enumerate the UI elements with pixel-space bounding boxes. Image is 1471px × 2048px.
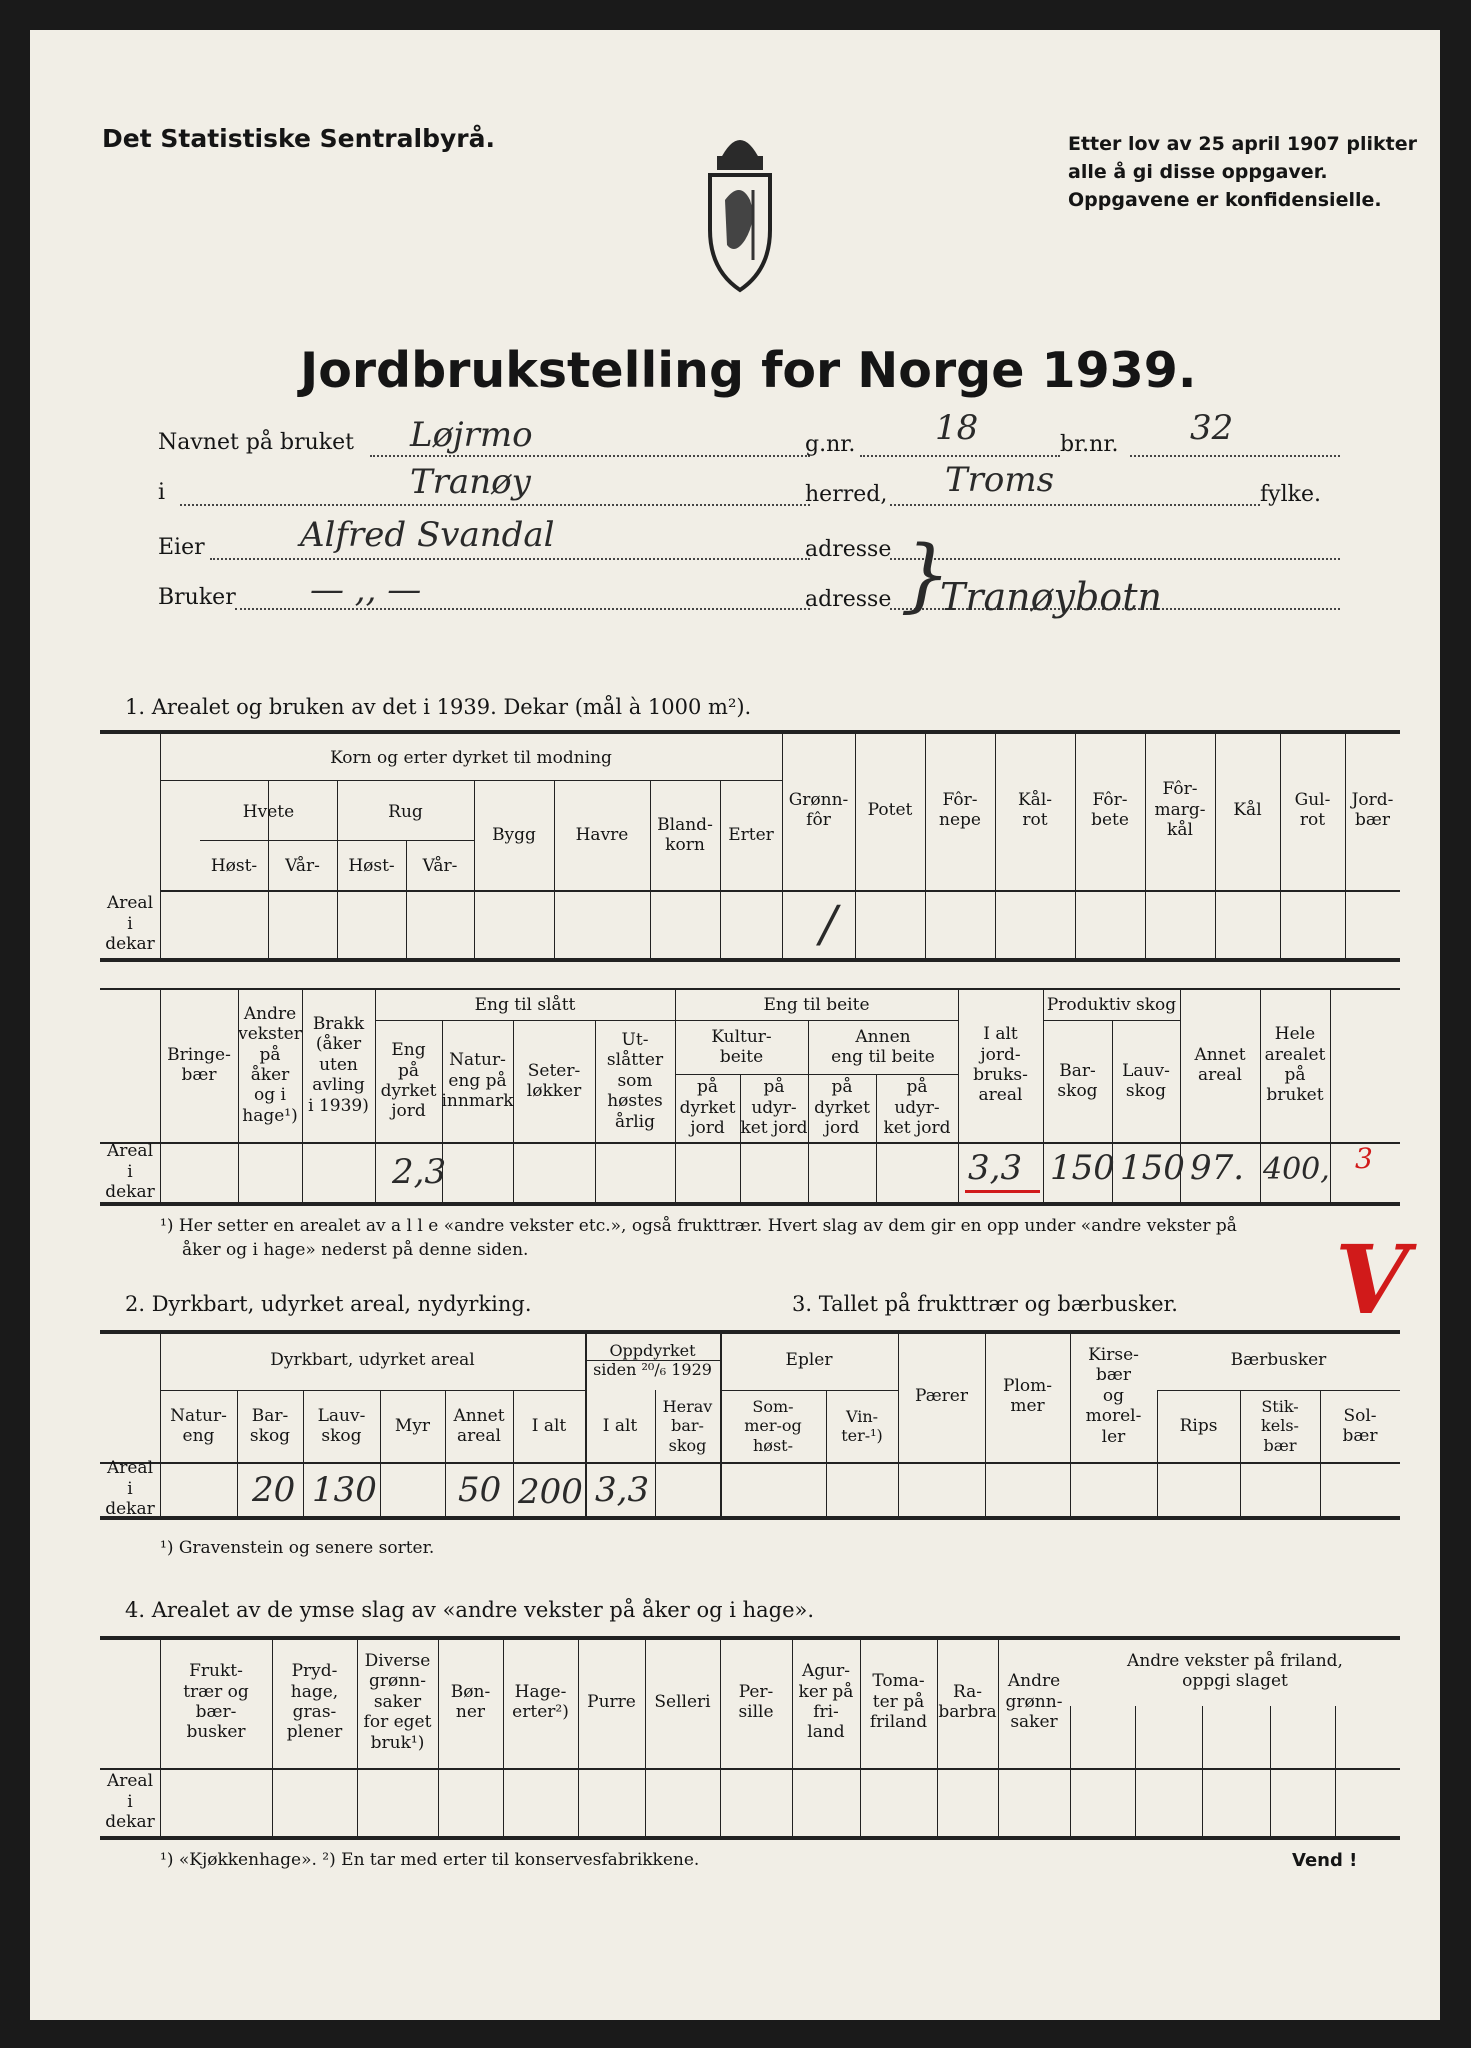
header-kulturbeite: Kultur- beite [711, 1026, 772, 1067]
value-s2-ialt: 200 [518, 1472, 583, 1512]
owner-address-label: adresse [805, 537, 892, 562]
address-brace: } [900, 528, 951, 621]
header-andre-friland: Andre vekster på friland, oppgi slaget [1127, 1650, 1343, 1691]
legal-notice [1068, 130, 1417, 214]
header-hele-areal: Hele arealet på bruket [1264, 1024, 1326, 1106]
header-myr: Myr [394, 1415, 431, 1436]
header-solbaer: Sol- bær [1342, 1405, 1378, 1446]
section-1-heading: 1. Arealet og bruken av det i 1939. Dekar (mål à 1000 m²). [125, 695, 752, 719]
header-plommer: Plom- mer [1003, 1375, 1052, 1416]
header-hvete-host: Høst- [210, 855, 258, 876]
census-form-page [30, 30, 1440, 2020]
header-hageerter: Hage- erter²) [512, 1681, 569, 1722]
header-vinter: Vin- ter-¹) [841, 1406, 883, 1445]
header-korn: Korn og erter dyrket til modning [330, 747, 612, 768]
row-label-areal-1: Areal i dekar [105, 893, 155, 955]
red-underline [965, 1190, 1040, 1193]
municipality-value: Tranøy [410, 462, 531, 502]
header-s2-ialt: I alt [531, 1415, 567, 1436]
farm-name-value: Løjrmo [410, 415, 533, 455]
header-eng-slatt: Eng til slått [474, 994, 576, 1015]
header-prydhage: Pryd- hage, gras- plener [286, 1661, 343, 1743]
address-value: Tranøybotn [940, 575, 1162, 619]
section-2-heading: 2. Dyrkbart, udyrket areal, nydyrking. [125, 1292, 532, 1316]
header-herav-barskog: Herav bar- skog [662, 1397, 713, 1455]
header-eng-beite: Eng til beite [763, 994, 870, 1015]
coat-of-arms-icon [695, 120, 785, 300]
header-andre-vekster: Andre vekster på åker og i hage¹) [238, 1003, 302, 1126]
header-agurker: Agur- ker på fri- land [798, 1661, 854, 1743]
user-value: — ,, — [310, 570, 422, 610]
header-annen-eng: Annen eng til beite [831, 1026, 935, 1067]
header-s2-barskog: Bar- skog [249, 1405, 291, 1446]
header-hvete: Hvete [242, 801, 295, 822]
county-line [890, 504, 1260, 506]
header-blandkorn: Bland- korn [657, 814, 713, 855]
legal-line-1: Etter lov av 25 april 1907 plikter [1068, 133, 1417, 155]
header-gulrot: Gul- rot [1294, 789, 1331, 830]
header-frukttraer: Frukt- trær og bær- busker [183, 1661, 249, 1743]
section-4-footnote: ¹) «Kjøkkenhage». ²) En tar med erter til konservesfabrikkene. [160, 1850, 700, 1870]
value-barskog: 150 [1050, 1148, 1115, 1188]
agency-name: Det Statistiske Sentralbyrå. [102, 124, 495, 153]
header-rug: Rug [388, 801, 423, 822]
red-checkmark: V [1335, 1225, 1409, 1336]
farm-name-line [370, 455, 810, 457]
header-sommer-host: Som- mer-og høst- [744, 1397, 802, 1455]
header-annen-udyrket: på udyr- ket jord [883, 1077, 951, 1139]
header-bonner: Bøn- ner [450, 1681, 491, 1722]
header-kultur-dyrket: på dyrket jord [679, 1077, 736, 1139]
header-seterlokker: Seter- løkker [526, 1060, 582, 1101]
row-label-areal-2: Areal i dekar [105, 1141, 155, 1203]
gnr-line [860, 455, 1060, 457]
gnr-label: g.nr. [805, 432, 856, 457]
header-tomater: Toma- ter på friland [869, 1671, 928, 1733]
header-natureng: Natur- eng [170, 1405, 227, 1446]
header-annet-areal: Annet areal [1194, 1044, 1246, 1085]
fylke-label: fylke. [1260, 482, 1321, 507]
header-kirsebaer: Kirse- bær og morel- ler [1085, 1345, 1142, 1447]
section-3-heading: 3. Tallet på frukttrær og bærbusker. [792, 1292, 1178, 1316]
value-s2-annet: 50 [458, 1470, 502, 1510]
potet-mark: / [820, 895, 837, 953]
value-annet-areal: 97. [1190, 1148, 1245, 1188]
municipality-line [180, 504, 810, 506]
value-lauvskog: 150 [1120, 1148, 1185, 1188]
header-diverse: Diverse grønn- saker for eget bruk¹) [363, 1651, 432, 1753]
section-1-footnote: ¹) Her setter en arealet av a l l e «andre vekster etc.», også frukttrær. Hvert slag av dem gir en opp under «andre vekster på [160, 1216, 1237, 1236]
header-bygg: Bygg [492, 824, 536, 845]
user-label: Bruker [158, 585, 236, 610]
header-erter: Erter [728, 824, 774, 845]
header-annen-dyrket: på dyrket jord [814, 1077, 870, 1139]
row-label-areal-4: Areal i dekar [105, 1771, 155, 1833]
value-eng-dyrket: 2,3 [392, 1152, 447, 1192]
header-potet: Potet [867, 799, 913, 820]
municipality-label: i [158, 480, 166, 505]
value-hele-areal: 400, [1263, 1152, 1330, 1187]
form-title: Jordbrukstelling for Norge 1939. [300, 342, 1197, 399]
header-barskog: Bar- skog [1057, 1060, 1098, 1101]
user-address-label: adresse [805, 587, 892, 612]
header-gronnfor: Grønn- fôr [788, 789, 849, 830]
header-lauvskog: Lauv- skog [1122, 1060, 1170, 1101]
value-hele-areal-correction: 3 [1355, 1142, 1373, 1175]
header-bringebaer: Bringe- bær [167, 1044, 231, 1085]
header-natureng-innmark: Natur- eng på innmark [441, 1050, 514, 1112]
header-s2-ialt-2: I alt [602, 1415, 638, 1436]
owner-line [210, 558, 810, 560]
header-oppdyrket: Oppdyrket siden ²⁰/₆ 1929 [593, 1340, 712, 1379]
header-hvete-var: Vår- [285, 855, 320, 876]
header-utslatter: Ut- slåtter som høstes årlig [606, 1030, 664, 1132]
header-kalrot: Kål- rot [1017, 789, 1053, 830]
section-1-footnote-2: åker og i hage» nederst på denne siden. [182, 1240, 529, 1260]
owner-value: Alfred Svandal [300, 515, 555, 555]
header-kultur-udyrket: på udyr- ket jord [740, 1077, 808, 1139]
legal-line-3: Oppgavene er konfidensielle. [1068, 189, 1382, 211]
header-forbete: Fôr- bete [1091, 789, 1129, 830]
owner-label: Eier [158, 535, 205, 560]
header-baerbusker: Bærbusker [1230, 1349, 1327, 1370]
header-rabarbra: Ra- barbra [938, 1681, 997, 1722]
header-i-alt-jord: I alt jord- bruks- areal [973, 1024, 1028, 1106]
row-label-areal-3: Areal i dekar [105, 1458, 155, 1520]
header-persille: Per- sille [738, 1681, 774, 1722]
header-stikkelsbaer: Stik- kels- bær [1261, 1397, 1299, 1455]
header-paerer: Pærer [915, 1385, 968, 1406]
owner-address-line [890, 558, 1340, 560]
section-4-heading: 4. Arealet av de ymse slag av «andre vekster på åker og i hage». [125, 1598, 815, 1622]
header-jordbaer: Jord- bær [1351, 789, 1394, 830]
legal-line-2: alle å gi disse oppgaver. [1068, 161, 1328, 183]
value-s2-barskog: 20 [252, 1470, 296, 1510]
header-epler: Epler [785, 1349, 833, 1370]
header-rips: Rips [1179, 1415, 1218, 1436]
gnr-value: 18 [935, 408, 979, 448]
header-s2-lauvskog: Lauv- skog [317, 1405, 366, 1446]
brnr-line [1130, 455, 1340, 457]
header-fornepe: Fôr- nepe [939, 789, 981, 830]
s1-header-bottom [160, 890, 1400, 892]
header-rug-host: Høst- [348, 855, 395, 876]
section-2-footnote: ¹) Gravenstein og senere sorter. [160, 1538, 435, 1558]
header-produktiv-skog: Produktiv skog [1046, 994, 1177, 1015]
header-dyrkbart-group: Dyrkbart, udyrket areal [270, 1349, 475, 1370]
header-formargkal: Fôr- marg- kål [1154, 779, 1206, 841]
header-selleri: Selleri [654, 1691, 711, 1712]
header-eng-dyrket: Eng på dyrket jord [380, 1040, 437, 1122]
value-s2-oppdyrket: 3,3 [595, 1470, 650, 1510]
header-rug-var: Vår- [422, 855, 458, 876]
header-purre: Purre [587, 1691, 636, 1712]
brnr-label: br.nr. [1060, 432, 1119, 457]
turn-page-note: Vend ! [1292, 1850, 1358, 1871]
farm-name-label: Navnet på bruket [158, 430, 354, 455]
herred-label: herred, [805, 482, 888, 507]
county-value: Troms [945, 460, 1055, 500]
header-havre: Havre [575, 824, 629, 845]
value-i-alt-jord: 3,3 [968, 1148, 1023, 1188]
header-kal: Kål [1233, 799, 1262, 820]
header-s2-annet: Annet areal [453, 1405, 505, 1446]
header-brakk: Brakk (åker uten avling i 1939) [308, 1014, 369, 1116]
value-s2-lauvskog: 130 [312, 1470, 377, 1510]
header-andre-gronnsaker: Andre grønn- saker [1005, 1671, 1063, 1733]
s1-table1-bottom [100, 958, 1400, 962]
brnr-value: 32 [1190, 408, 1234, 448]
